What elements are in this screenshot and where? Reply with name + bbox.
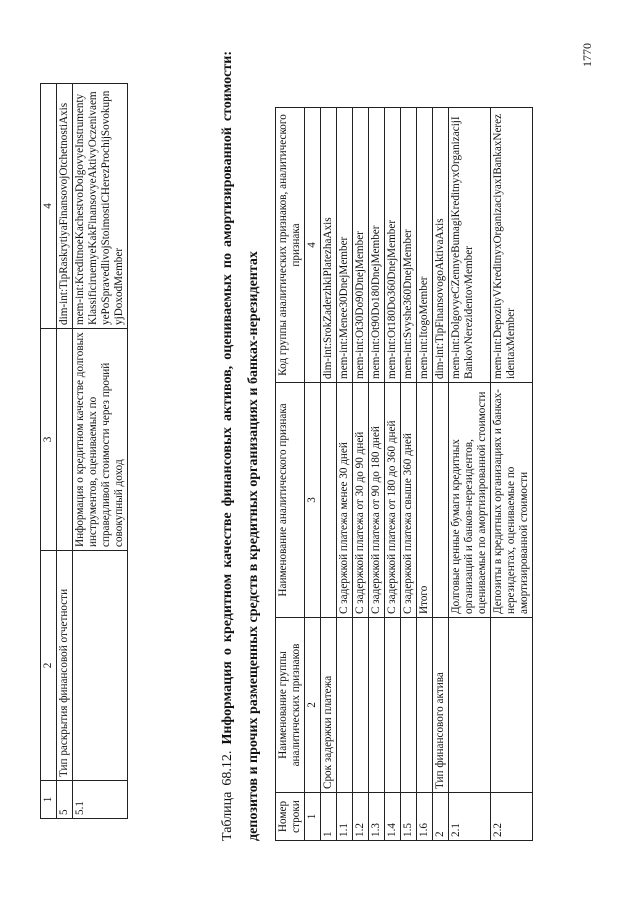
attribute-code: dim-int:TipRaskrytiyaFinansovojOtchetnostiAxis [57,84,73,329]
attribute-code: mem-int:DepozityVKreditnyxOrganizaciyaxIBankaxNerezidentaxMember [491,108,533,383]
attribute-code: mem-int:KreditnoeKachestvoDolgovyeInstrumentyKlassificiruemyeKakFinansovyeAktivyOczenivaemyePoSpravedlivojStoimostiCHerezProchijSovokupnyjDoxodMember [73,84,128,329]
table-index-row [41,84,57,819]
group-name: Срок задержки платежа [321,618,337,793]
row-number: 1.1 [337,793,353,841]
table-row [401,108,417,841]
table-row [433,108,449,841]
page-number: 1770 [580,43,594,67]
row-number: 1.4 [385,793,401,841]
group-name [337,618,353,793]
table-cell: 4 [41,84,57,329]
group-name [369,618,385,793]
row-number: 5 [57,781,73,819]
main-table [275,107,533,841]
group-name [417,618,433,793]
group-name [449,618,491,793]
table-title: Информация о кредитном качестве финансовых активов, оцениваемых по амортизированной стоимости: депозитов и прочих размещенных средств в кредитных организациях и банках-нерезидентах [220,51,261,841]
attribute-code: mem-int:Ot90Do180DnejMember [369,108,385,383]
header-code: Код группы аналитических признаков, аналитического признака [276,108,305,383]
table-row [417,108,433,841]
attribute-name: С задержкой платежа от 90 до 180 дней [369,383,385,618]
header-number: Номер строки [276,793,305,841]
row-number: 2 [433,793,449,841]
table-row [57,84,73,819]
table-caption [215,51,267,841]
table-row [73,84,128,819]
table-row [449,108,491,841]
table-number: Таблица 68.12. [220,750,235,841]
attribute-name [321,383,337,618]
group-name [491,618,533,793]
attribute-code: mem-int:ItogoMember [417,108,433,383]
table-cell: 2 [41,551,57,781]
table-row [337,108,353,841]
attribute-code: mem-int:Ot180Do360DnejMember [385,108,401,383]
attribute-name: Итого [417,383,433,618]
attribute-name: С задержкой платежа менее 30 дней [337,383,353,618]
table-cell: 4 [305,108,321,383]
attribute-name: Информация о кредитном качестве долговых инструментов, оцениваемых по справедливой стоимости через прочий совокупный доход [73,329,128,551]
table-row [353,108,369,841]
table-cell: 3 [41,329,57,551]
attribute-name: С задержкой платежа свыше 360 дней [401,383,417,618]
group-name: Тип финансового актива [433,618,449,793]
row-number: 1.3 [369,793,385,841]
table-cell: 3 [305,383,321,618]
table-cell: 1 [41,781,57,819]
table-row [491,108,533,841]
attribute-code: mem-int:Svyshe360DnejMember [401,108,417,383]
row-number: 2.2 [491,793,533,841]
group-name: Тип раскрытия финансовой отчетности [57,551,73,781]
attribute-code: dim-int:TipFinansovogoAktivaAxis [433,108,449,383]
group-name [385,618,401,793]
attribute-name: С задержкой платежа от 30 до 90 дней [353,383,369,618]
attribute-name: С задержкой платежа от 180 до 360 дней [385,383,401,618]
continued-table [40,83,128,819]
row-number: 1 [321,793,337,841]
group-name [73,551,128,781]
attribute-name: Депозиты в кредитных организациях и банках-нерезидентах, оцениваемые по амортизированной стоимости [491,383,533,618]
attribute-name [433,383,449,618]
header-group: Наименование группы аналитических признаков [276,618,305,793]
table-row [385,108,401,841]
attribute-code: mem-int:Menee30DnejMember [337,108,353,383]
attribute-code: mem-int:Ot30Do90DnejMember [353,108,369,383]
row-number: 2.1 [449,793,491,841]
attribute-code: mem-int:DolgovyeCZennyeBumagiKreditnyxOrganizacijIBankovNerezidentovMember [449,108,491,383]
table-cell: 1 [305,793,321,841]
row-number: 1.6 [417,793,433,841]
attribute-name: Долговые ценные бумаги кредитных организаций и банков-нерезидентов, оцениваемые по амортизированной стоимости [449,383,491,618]
row-number: 1.2 [353,793,369,841]
row-number: 1.5 [401,793,417,841]
group-name [353,618,369,793]
table-row [369,108,385,841]
table-cell: 2 [305,618,321,793]
header-name: Наименование аналитического признака [276,383,305,618]
attribute-code: dim-int:SrokZaderzhkiPlatezhaAxis [321,108,337,383]
group-name [401,618,417,793]
row-number: 5.1 [73,781,128,819]
table-row [321,108,337,841]
table-index-row [305,108,321,841]
attribute-name [57,329,73,551]
table-header-row [276,108,305,841]
